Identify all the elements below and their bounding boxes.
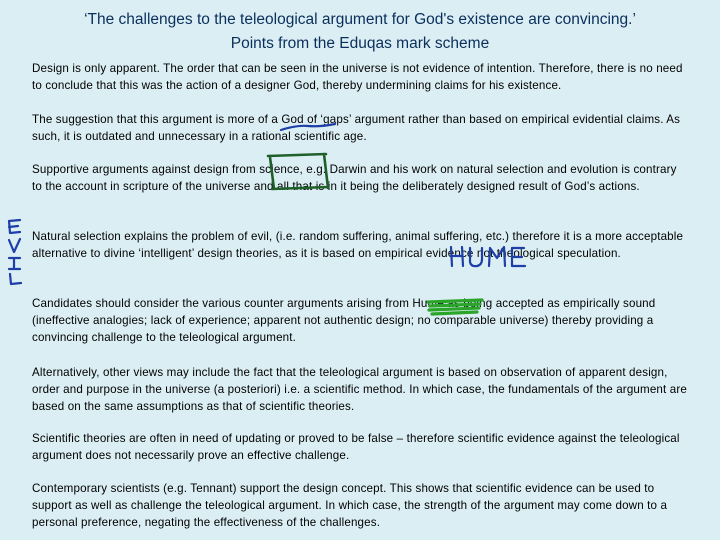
- paragraph-scientific-theories: Scientific theories are often in need of updating or proved to be false – therefore scientific evidence against the teleological argument does not necessarily prove an effective challenge.: [32, 432, 680, 462]
- paragraph-a-posteriori: Alternatively, other views may include the fact that the teleological argument is based on observation of apparent design, order and purpose in the universe (a posteriori) i.e. a scientific method. In which case, the fundamentals of the argument are based on the same assumptions as that of scientific theories.: [32, 366, 687, 413]
- paragraph-hume: Candidates should consider the various counter arguments arising from Hume as being accepted as empirically sound (ineffective analogies; lack of experience; apparent not authentic design; no comparable universe) thereby providing a convincing challenge to the teleological argument.: [32, 297, 656, 344]
- title-line-2: Points from the Eduqas mark scheme: [230, 35, 490, 52]
- evil-handwriting-annotation: [4, 216, 26, 286]
- hume-highlight-annotation: [424, 296, 486, 318]
- science-box-annotation: [262, 150, 336, 194]
- hume-handwriting-annotation: [448, 244, 530, 270]
- paragraph-tennant: Contemporary scientists (e.g. Tennant) support the design concept. This shows that scientific evidence can be used to support as well as challenge the teleological argument. In which case, the strength of the argument may come down to a personal preference, negating the effectiveness of the challenges.: [32, 482, 668, 529]
- title-line-1: ‘The challenges to the teleological argument for God's existence are convincing.’: [84, 11, 636, 28]
- paragraph-problem-of-evil: Natural selection explains the problem of evil, (i.e. random suffering, animal suffering, etc.) therefore it is a more acceptable alternative to divine ‘intelligent’ design theories, as it is based on empirical evidence not theological speculation.: [32, 230, 684, 260]
- paragraph-darwin: Supportive arguments against design from science, e.g. Darwin and his work on natural selection and evolution is contrary to the account in scripture of the universe and all that is in it being the deliberately designed result of God’s actions.: [32, 163, 677, 193]
- paragraph-god-of-gaps: The suggestion that this argument is more of a God of ‘gaps’ argument rather than based on empirical evidential claims. As such, it is outdated and unnecessary in a rational scientific age.: [32, 113, 681, 143]
- gaps-underline-annotation: [278, 120, 338, 134]
- page-title: [40, 8, 680, 56]
- paragraph-apparent-design: Design is only apparent. The order that can be seen in the universe is not evidence of intention. Therefore, there is no need to conclude that this was the action of a designer God, thereby undermining claims for his existence.: [32, 62, 683, 92]
